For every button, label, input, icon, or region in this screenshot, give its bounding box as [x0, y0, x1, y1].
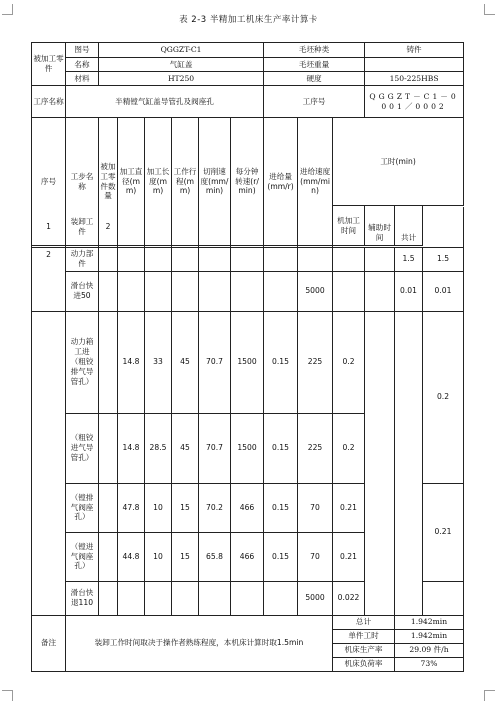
col-len: 加工长度(mm)	[145, 118, 172, 246]
load-rate-value: 73%	[395, 657, 464, 671]
op-name-label: 工序名称	[32, 86, 66, 118]
table-row	[32, 207, 464, 247]
feed-speed-cell: 5000	[298, 271, 333, 311]
unit-time-label: 单件工时	[333, 629, 395, 643]
col-speed: 切削速度(mm/min)	[199, 118, 231, 246]
total-time-cell: 1.5	[423, 247, 464, 271]
rpm-cell: 466	[231, 532, 264, 581]
seq-cell: 2	[32, 247, 66, 311]
drawing-no: QGGZT-C1	[99, 43, 264, 58]
feed-speed-cell: 70	[298, 532, 333, 581]
col-dia: 加工直径(mm)	[118, 118, 145, 246]
col-feed-per-rev: 进给量(mm/r)	[264, 118, 298, 246]
feed-per-rev-cell: 0.15	[264, 532, 298, 581]
col-machine-time: 机加工时间	[333, 206, 365, 246]
rpm-cell: 1500	[231, 413, 264, 483]
machine-time-cell: 0.2	[333, 311, 365, 413]
productivity-calc-table-main	[31, 42, 463, 205]
col-stroke: 工作行程(mm)	[172, 118, 199, 246]
productivity-value: 29.09 件/h	[395, 643, 464, 657]
group-total-cell: 0.2	[423, 311, 464, 483]
rpm-cell: 1500	[231, 311, 264, 413]
len-cell: 33	[145, 311, 172, 413]
feed-speed-cell: 225	[298, 413, 333, 483]
feed-per-rev-cell: 0.15	[264, 311, 298, 413]
col-time: 工时(min)	[333, 118, 464, 206]
speed-cell: 70.7	[199, 311, 231, 413]
remark-label: 备注	[32, 615, 66, 671]
material-label: 材料	[66, 72, 99, 86]
drawing-no-label: 图号	[66, 43, 99, 58]
remark-text: 装卸工作时间取决于操作者熟练程度，本机床计算时取1.5min	[66, 615, 333, 671]
blank-weight-label: 毛坯重量	[264, 58, 365, 72]
stroke-cell: 15	[172, 532, 199, 581]
col-feed-speed: 进给速度(mm/min)	[298, 118, 333, 246]
len-cell: 28.5	[145, 413, 172, 483]
rpm-cell: 466	[231, 483, 264, 532]
table-row	[32, 483, 464, 532]
crop-mark-bottom-left	[2, 690, 13, 701]
speed-cell: 65.8	[199, 532, 231, 581]
group-total-cell: 0.21	[423, 483, 464, 581]
hardness: 150-225HBS	[365, 72, 464, 86]
process-steps-table	[31, 207, 464, 672]
machine-time-cell: 0.21	[333, 483, 365, 532]
len-cell: 10	[145, 483, 172, 532]
aux-time-cell: 0.01	[395, 271, 423, 311]
total-time-cell: 0.01	[423, 271, 464, 311]
col-aux-time: 辅助时间	[365, 206, 395, 246]
seq-cell: 1	[32, 207, 66, 247]
total-label: 总计	[333, 615, 395, 629]
crop-mark-bottom-right	[484, 690, 495, 701]
dia-cell: 14.8	[118, 413, 145, 483]
col-rpm: 每分钟转速(r/min)	[231, 118, 264, 246]
stroke-cell: 15	[172, 483, 199, 532]
table-row	[32, 615, 464, 629]
feed-speed-cell: 70	[298, 483, 333, 532]
step-cell: （镗排气阀座孔）	[66, 483, 99, 532]
col-qty: 被加工零件数量	[99, 118, 118, 246]
len-cell: 10	[145, 532, 172, 581]
op-no-label: 工序号	[264, 86, 365, 118]
aux-time-cell: 1.5	[395, 247, 423, 271]
part-label: 被加工零件	[32, 43, 66, 86]
page-title: 表 2-3 半精加工机床生产率计算卡	[179, 15, 318, 25]
step-cell: 动力部件	[66, 247, 99, 271]
step-cell: （粗铰进气导管孔）	[66, 413, 99, 483]
table-row	[32, 247, 464, 271]
blank-type-label: 毛坯种类	[264, 43, 365, 58]
dia-cell: 47.8	[118, 483, 145, 532]
speed-cell: 70.2	[199, 483, 231, 532]
col-step: 工步名称	[66, 118, 99, 246]
col-seq: 序号	[32, 118, 66, 246]
step-cell: 滑台快进50	[66, 271, 99, 311]
hardness-label: 硬度	[264, 72, 365, 86]
name-label: 名称	[66, 58, 99, 72]
feed-per-rev-cell: 0.15	[264, 483, 298, 532]
table-row	[32, 311, 464, 413]
dia-cell: 44.8	[118, 532, 145, 581]
step-cell: 滑台快退110	[66, 581, 99, 615]
speed-cell: 70.7	[199, 413, 231, 483]
machine-time-cell: 0.21	[333, 532, 365, 581]
material: HT250	[99, 72, 264, 86]
stroke-cell: 45	[172, 311, 199, 413]
op-no: QGGZT－C1－0001／0002	[365, 86, 464, 118]
step-cell: 动力箱工进（粗铰排气导管孔）	[66, 311, 99, 413]
machine-time-cell: 0.022	[333, 581, 365, 615]
blank-type: 铸件	[365, 43, 464, 58]
productivity-label: 机床生产率	[333, 643, 395, 657]
step-cell: 装卸工件	[66, 207, 99, 247]
part-name: 气缸盖	[99, 58, 264, 72]
machine-time-cell: 0.2	[333, 413, 365, 483]
load-rate-label: 机床负荷率	[333, 657, 395, 671]
stroke-cell: 45	[172, 413, 199, 483]
col-total-time: 共计	[395, 206, 423, 246]
feed-speed-cell: 225	[298, 311, 333, 413]
dia-cell: 14.8	[118, 311, 145, 413]
feed-per-rev-cell: 0.15	[264, 413, 298, 483]
step-cell: （镗进气阀座孔）	[66, 532, 99, 581]
table-row	[32, 271, 464, 311]
feed-speed-cell: 5000	[298, 581, 333, 615]
op-name: 半精镗气缸盖导管孔及阀座孔	[66, 86, 264, 118]
total-value: 1.942min	[395, 615, 464, 629]
qty-cell: 2	[99, 207, 118, 247]
unit-time-value: 1.942min	[395, 629, 464, 643]
